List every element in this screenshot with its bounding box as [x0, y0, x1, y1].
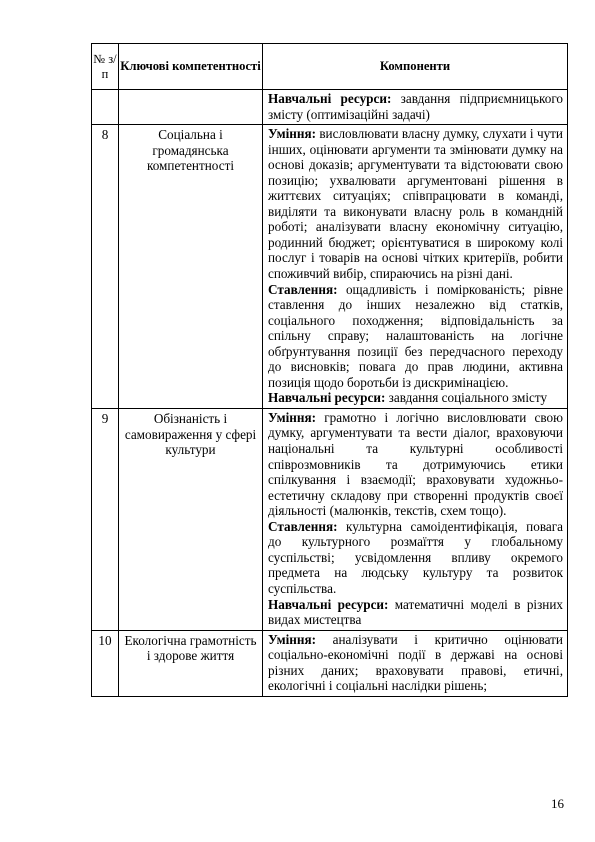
table-header-row — [92, 44, 568, 90]
attitudes-text: ощадливість і поміркованість; рівне ставлення до інших незалежно від статків, соціального походження; відповідальність за спільну справу; налаштованість на логічне обґрунтування позиції без передчасного переходу до висновків; повага до прав людини, активна позиція щодо боротьби із дискримінацією. — [268, 281, 563, 390]
page-number: 16 — [551, 796, 564, 811]
attitudes-label: Ставлення: — [268, 518, 338, 534]
attitudes-paragraph — [268, 282, 563, 391]
row-competence-name: Соціальна і громадянська компетентності — [119, 125, 263, 409]
skills-label: Уміння: — [268, 631, 316, 647]
table-row — [92, 630, 568, 696]
row-number-empty — [92, 90, 119, 125]
attitudes-text: культурна самоідентифікація, повага до культурного розмаїття у глобальному суспільстві; усвідомлення впливу окремого предмета на людську культуру та розвиток суспільства. — [268, 518, 563, 596]
row-number: 9 — [92, 408, 119, 630]
row-components — [263, 90, 568, 125]
resources-paragraph — [268, 597, 563, 628]
resources-text: математичні моделі в різних видах мистецтва — [268, 596, 563, 628]
attitudes-label: Ставлення: — [268, 281, 338, 297]
resources-paragraph — [268, 91, 563, 122]
attitudes-paragraph — [268, 519, 563, 597]
row-components — [263, 630, 568, 696]
resources-paragraph — [268, 390, 563, 406]
table-row-continued — [92, 90, 568, 125]
competences-table — [91, 43, 568, 697]
row-name-empty — [119, 90, 263, 125]
header-number: № з/п — [92, 44, 119, 90]
skills-paragraph — [268, 126, 563, 281]
skills-paragraph — [268, 632, 563, 694]
skills-text: грамотно і логічно висловлювати свою думку, аргументувати та вести діалог, враховуючи національні та культурні особливості співрозмовників та дотримуючись етики спілкування і взаємодії; враховувати художньо-естетичну складову при створенні продуктів своєї діяльності (малюнків, текстів, схем тощо). — [268, 409, 563, 519]
header-components: Компоненти — [263, 44, 568, 90]
row-components — [263, 125, 568, 409]
row-components — [263, 408, 568, 630]
resources-label: Навчальні ресурси: — [268, 91, 392, 106]
skills-text: аналізувати і критично оцінювати соціально-економічні події в державі на основі різних даних; враховувати правові, етичні, екологічні і соціальні наслідки рішень; — [268, 631, 563, 694]
skills-text: висловлювати власну думку, слухати і чути інших, оцінювати аргументи та змінювати думку на основі доказів; аргументувати та відстоювати свою позицію; ухвалювати аргументовані рішення в життєвих ситуаціях; співпрацювати в команді, виділяти та виконувати власну роль в командній роботі; аналізувати власну економічну ситуацію, родинний бюджет; орієнтуватися в широкому колі послуг і товарів на основі чітких критеріїв, робити споживчий вибір, спираючись на різні дані. — [268, 126, 563, 282]
resources-label: Навчальні ресурси: — [268, 390, 386, 406]
row-competence-name: Екологічна грамотність і здорове життя — [119, 630, 263, 696]
resources-label: Навчальні ресурси: — [268, 596, 389, 612]
row-number: 10 — [92, 630, 119, 696]
skills-label: Уміння: — [268, 409, 316, 425]
skills-label: Уміння: — [268, 126, 316, 142]
row-number: 8 — [92, 125, 119, 409]
resources-text: завдання підприємницького змісту (оптимізаційні задачі) — [268, 91, 563, 122]
resources-text: завдання соціального змісту — [385, 390, 548, 406]
table-row — [92, 408, 568, 630]
table-row — [92, 125, 568, 409]
row-competence-name: Обізнаність і самовираження у сфері культури — [119, 408, 263, 630]
skills-paragraph — [268, 410, 563, 519]
header-competences: Ключові компетентності — [119, 44, 263, 90]
